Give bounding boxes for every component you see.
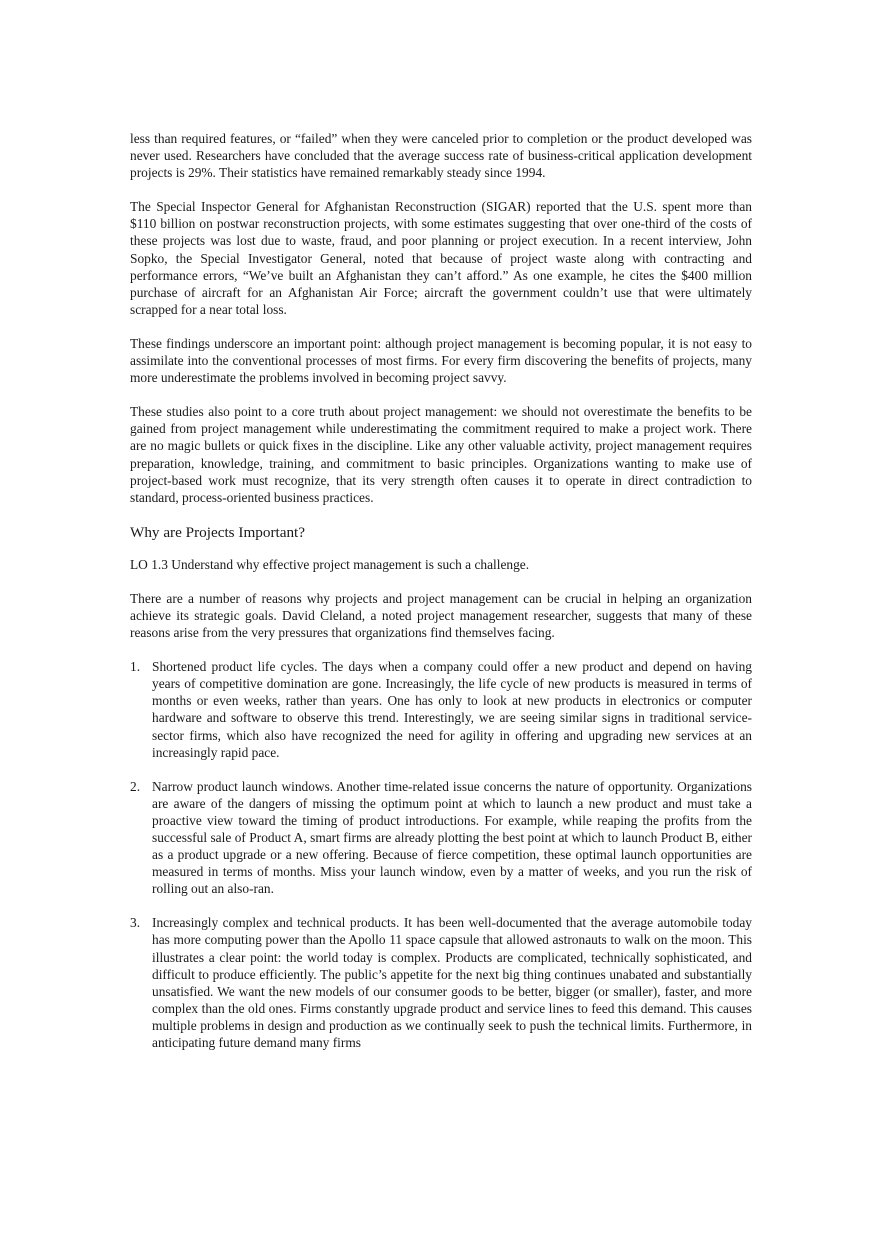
list-item-text: Shortened product life cycles. The days when a company could offer a new product and depend on having years of competitive domination are gone. Increasingly, the life cycle of new products is measured in terms of months or even weeks, rather than years. One has only to look at new products in electronics or computer hardware and software to observe this trend. Interestingly, we are seeing similar signs in traditional service-sector firms, which also have recognized the need for agility in offering and upgrading new services at an increasingly rapid pace. <box>152 659 752 760</box>
list-item-number: 2. <box>130 778 141 794</box>
list-item-text: Increasingly complex and technical products. It has been well-documented that the average automobile today has more computing power than the Apollo 11 space capsule that allowed astronauts to walk on the moon. This illustrates a clear point: the world today is complex. Products are complicated, technically sophisticated, and difficult to produce efficiently. The public’s appetite for the next big thing continues unabated and substantially unsatisfied. We want the new models of our consumer goods to be better, bigger (or smaller), faster, and more complex than the old ones. Firms constantly upgrade product and service lines to feed this demand. This causes multiple problems in design and production as we continually seek to push the technical limits. Furthermore, in anticipating future demand many firms <box>152 915 752 1051</box>
list-item <box>130 778 752 898</box>
list-item-text: Narrow product launch windows. Another time-related issue concerns the nature of opportunity. Organizations are aware of the dangers of missing the optimum point at which to launch a new product and must take a proactive view toward the timing of product introductions. For example, while reaping the profits from the successful sale of Product A, smart firms are already plotting the best point at which to launch Product B, either as a product upgrade or a new offering. Because of fierce competition, these optimal launch opportunities are measured in terms of months. Miss your launch window, even by a matter of weeks, and you run the risk of rolling out an also-ran. <box>152 778 752 897</box>
list-item-number: 1. <box>130 659 141 675</box>
document-page <box>130 130 752 1068</box>
learning-objective: LO 1.3 Understand why effective project management is such a challenge. <box>130 556 530 572</box>
paragraph-core-truth: These studies also point to a core truth about project management: we should not overestimate the benefits to be gained from project management while underestimating the commitment required to make a project work. There are no magic bullets or quick fixes in the discipline. Like any other valuable activity, project management requires preparation, knowledge, training, and commitment to basic principles. Organizations wanting to make use of project-based work must recognize, that its very strength often causes it to operate in direct contradiction to standard, process-oriented business practices. <box>130 404 752 505</box>
list-item <box>130 914 752 1051</box>
reasons-list <box>130 658 752 1051</box>
list-item-number: 3. <box>130 915 141 931</box>
paragraph-failure-rates: less than required features, or “failed” when they were canceled prior to completion or the product developed was never used. Researchers have concluded that the average success rate of business-critical application development projects is 29%. Their statistics have remained remarkably steady since 1994. <box>130 131 752 181</box>
paragraph-intro: There are a number of reasons why projects and project management can be crucial in helping an organization achieve its strategic goals. David Cleland, a noted project management researcher, suggests that many of these reasons arise from the very pressures that organizations find themselves facing. <box>130 590 752 641</box>
paragraph-sigar: The Special Inspector General for Afghanistan Reconstruction (SIGAR) reported that the U.S. spent more than $110 billion on postwar reconstruction projects, with some estimates suggesting that over one-third of the costs of these projects was lost due to waste, fraud, and poor planning or project execution. In a recent interview, John Sopko, the Special Investigator General, noted that because of project waste along with contracting and performance errors, “We’ve built an Afghanistan they can’t afford.” As one example, he cites the $400 million purchase of aircraft for an Afghanistan Air Force; aircraft the government couldn’t use that were ultimately scrapped for a near total loss. <box>130 199 752 317</box>
section-heading: Why are Projects Important? <box>130 523 306 541</box>
list-item <box>130 658 752 761</box>
paragraph-findings: These findings underscore an important point: although project management is becoming popular, it is not easy to assimilate into the conventional processes of most firms. For every firm discovering the benefits of projects, many more underestimate the problems involved in becoming project savvy. <box>130 335 752 386</box>
